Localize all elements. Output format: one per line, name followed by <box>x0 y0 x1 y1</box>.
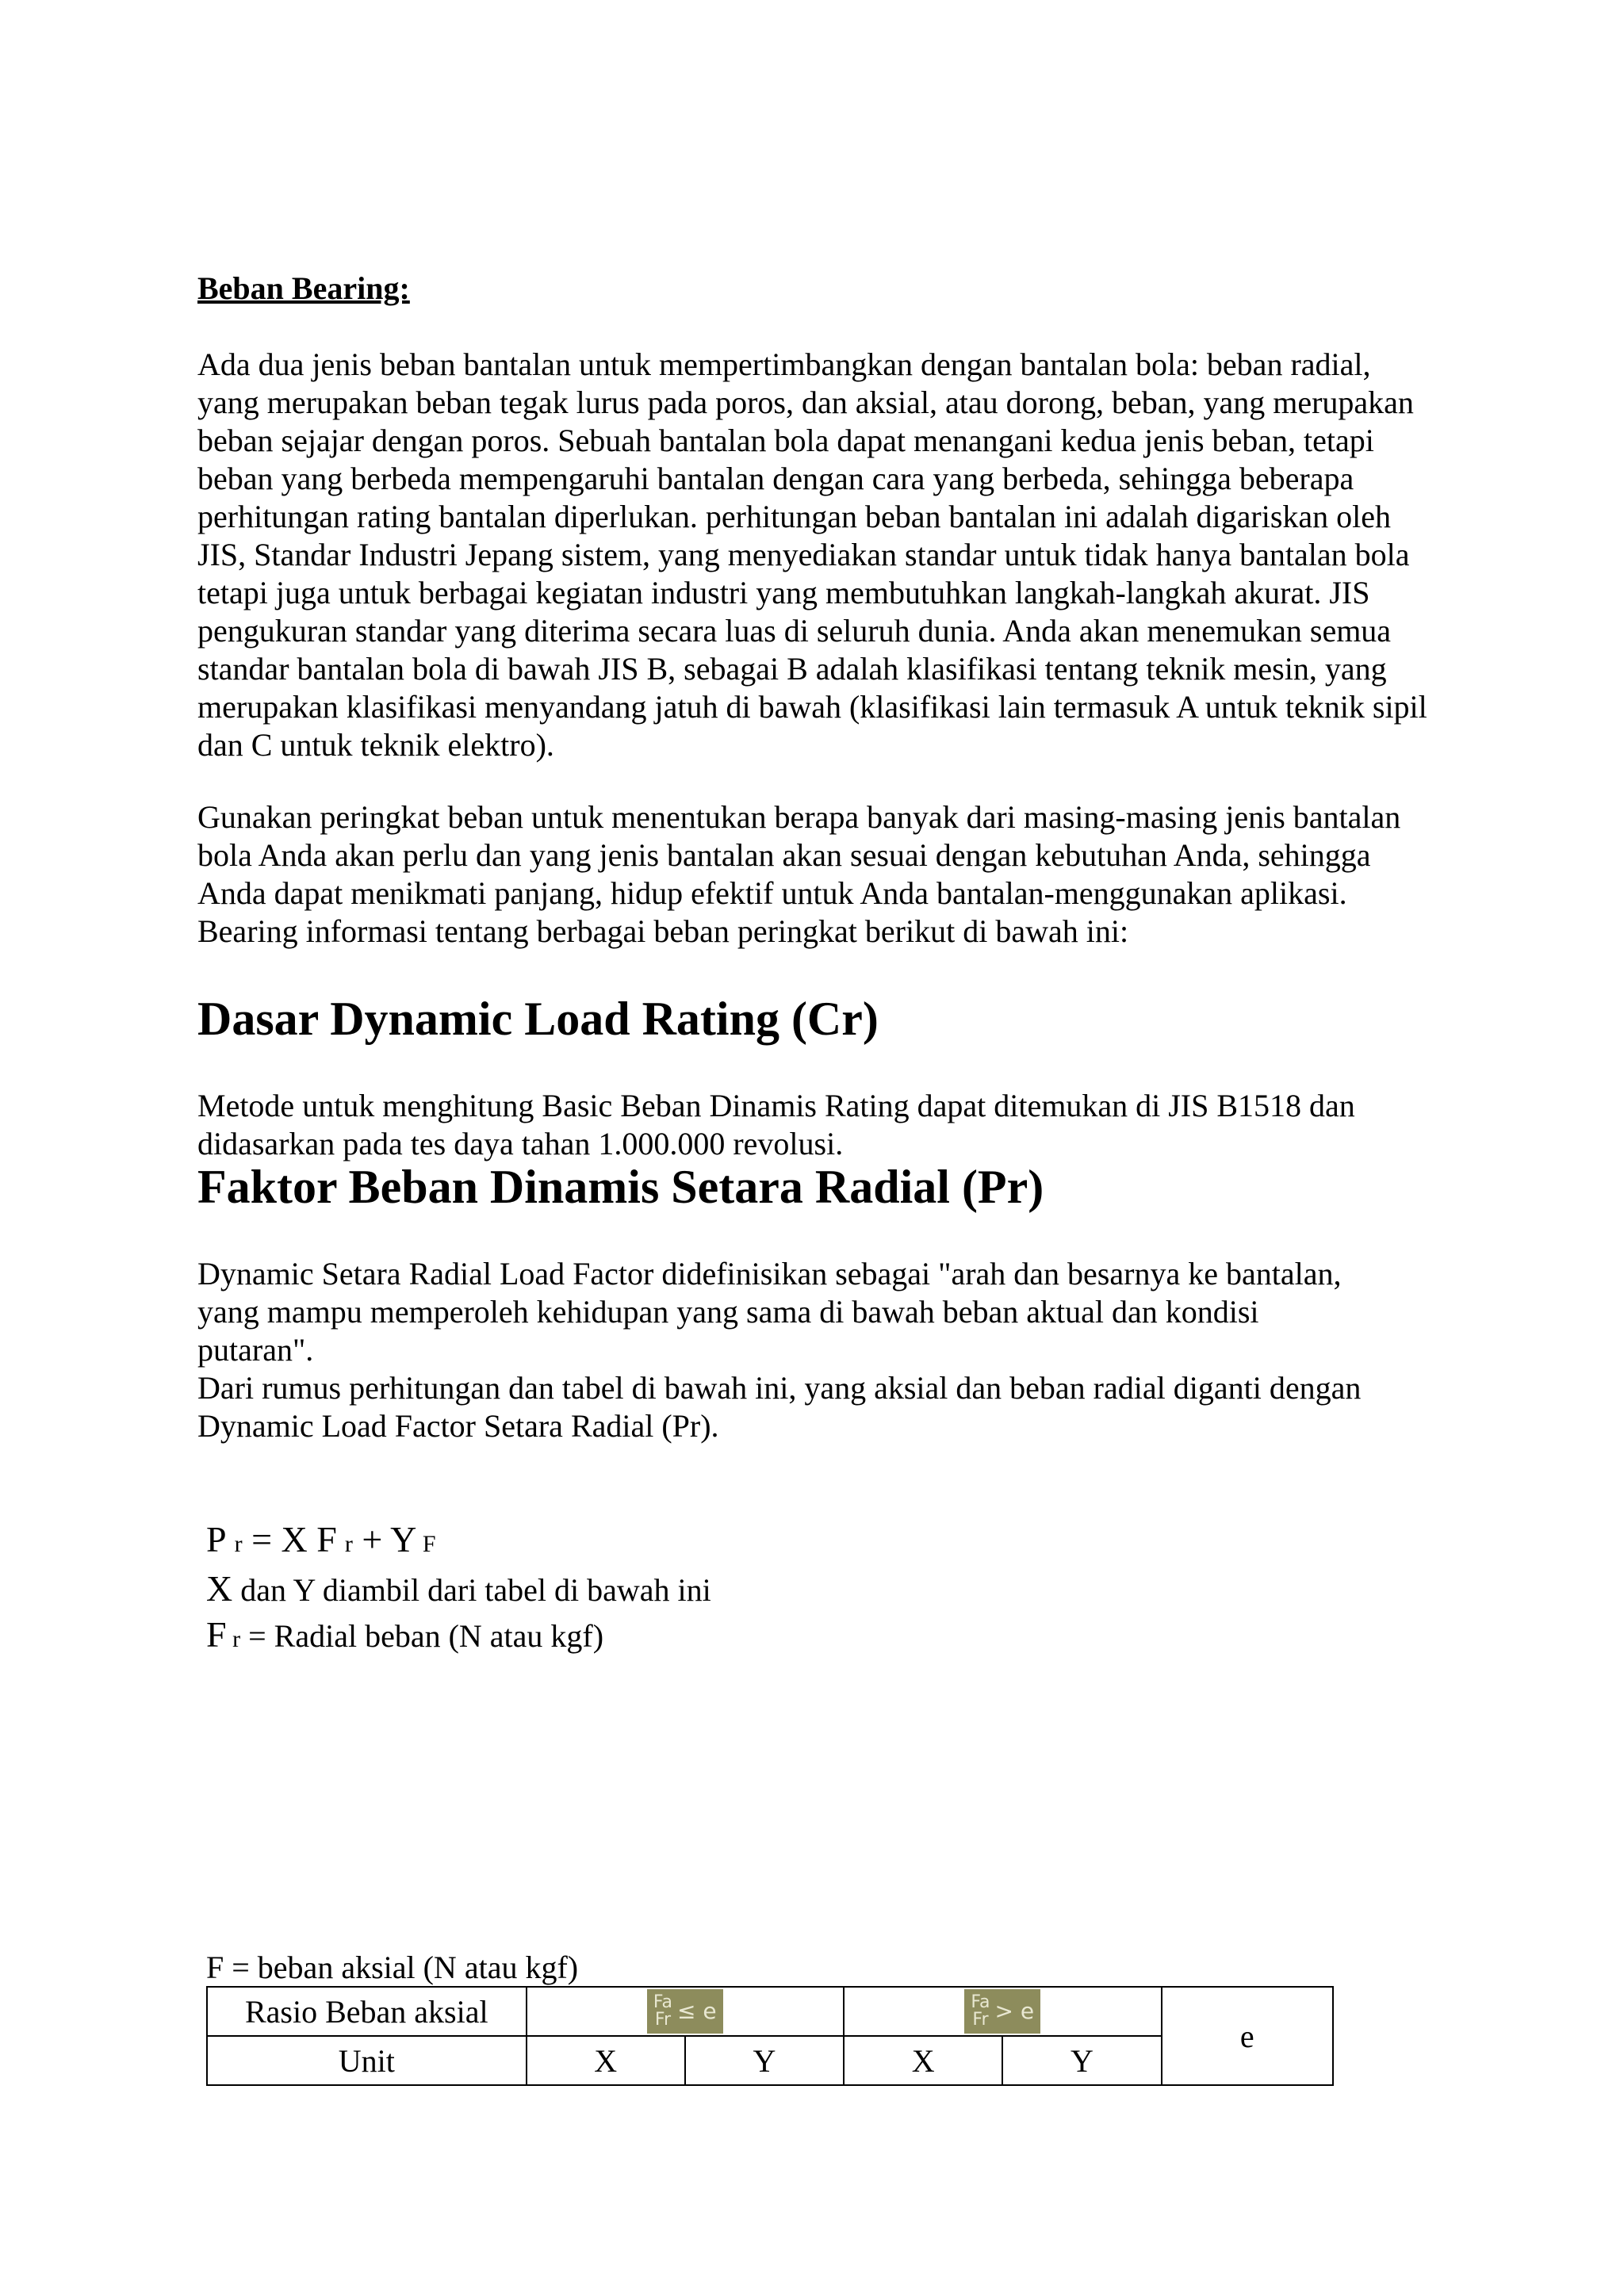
heading-pr: Faktor Beban Dinamis Setara Radial (Pr) <box>197 1161 1044 1213</box>
ratio-gt-image: Fa Fr > e <box>964 1989 1040 2034</box>
table-cell: Y <box>685 2036 844 2085</box>
heading-cr: Dasar Dynamic Load Rating (Cr) <box>197 993 879 1045</box>
fr-definition: F r = Radial beban (N atau kgf) <box>206 1614 604 1655</box>
formula-block <box>206 1517 711 1662</box>
table-cell: X <box>527 2036 685 2085</box>
table-cell: Y <box>1002 2036 1161 2085</box>
pr-description: Dynamic Setara Radial Load Factor didefinisikan sebagai "arah dan besarnya ke bantalan, yang mampu memperoleh kehidupan yang sama di bawah beban aktual dan kondisi putaran". <box>197 1256 1342 1368</box>
table-row <box>207 1987 1333 2036</box>
e-header-cell: e <box>1162 1987 1333 2085</box>
xy-definition: X dan Y diambil dari tabel di bawah ini <box>206 1568 711 1609</box>
table-cell: X <box>844 2036 1002 2085</box>
cr-description: Metode untuk menghitung Basic Beban Dinamis Rating dapat ditemukan di JIS B1518 dan didasarkan pada tes daya tahan 1.000.000 revolusi. <box>197 1088 1355 1161</box>
unit-label-cell: Unit <box>207 2036 527 2085</box>
intro-paragraph: Ada dua jenis beban bantalan untuk mempertimbangkan dengan bantalan bola: beban radial, yang merupakan beban tegak lurus pada poros, dan aksial, atau dorong, beban, yang merupakan beban sejajar dengan poros. Sebuah bantalan bola dapat menangani kedua jenis beban, tetapi beban yang berbeda mempengaruhi bantalan dengan cara yang berbeda, sehingga beberapa perhitungan rating bantalan diperlukan. perhitungan beban bantalan ini adalah digariskan oleh JIS, Standar Industri Jepang sistem, yang menyediakan standar untuk tidak hanya bantalan bola tetapi juga untuk berbagai kegiatan industri yang membutuhkan langkah-langkah akurat. JIS pengukuran standar yang diterima secara luas di seluruh dunia. Anda akan menemukan semua standar bantalan bola di bawah JIS B, sebagai B adalah klasifikasi tentang teknik mesin, yang merupakan klasifikasi menyandang jatuh di bawah (klasifikasi lain termasuk A untuk teknik sipil dan C untuk teknik elektro). <box>197 346 1427 763</box>
pr-formula: P r = X F r + Y F <box>206 1519 436 1559</box>
ratio-label-cell: Rasio Beban aksial <box>207 1987 527 2036</box>
load-factor-table <box>206 1986 1334 2086</box>
ratio-le-image: Fa Fr ≤ e <box>647 1989 723 2034</box>
fa-definition: F = beban aksial (N atau kgf) <box>206 1950 579 1985</box>
section-label: Beban Bearing: <box>197 270 410 306</box>
ratio-gt-cell <box>844 1987 1162 2036</box>
usage-paragraph: Gunakan peringkat beban untuk menentukan berapa banyak dari masing-masing jenis bantalan bola Anda akan perlu dan yang jenis bantalan akan sesuai dengan kebutuhan Anda, sehingga Anda dapat menikmati panjang, hidup efektif untuk Anda bantalan-menggunakan aplikasi. Bearing informasi tentang berbagai beban peringkat berikut di bawah ini: <box>197 799 1401 949</box>
pr-formula-intro: Dari rumus perhitungan dan tabel di bawah ini, yang aksial dan beban radial diganti dengan Dynamic Load Factor Setara Radial (Pr). <box>197 1370 1362 1444</box>
ratio-le-cell <box>527 1987 845 2036</box>
